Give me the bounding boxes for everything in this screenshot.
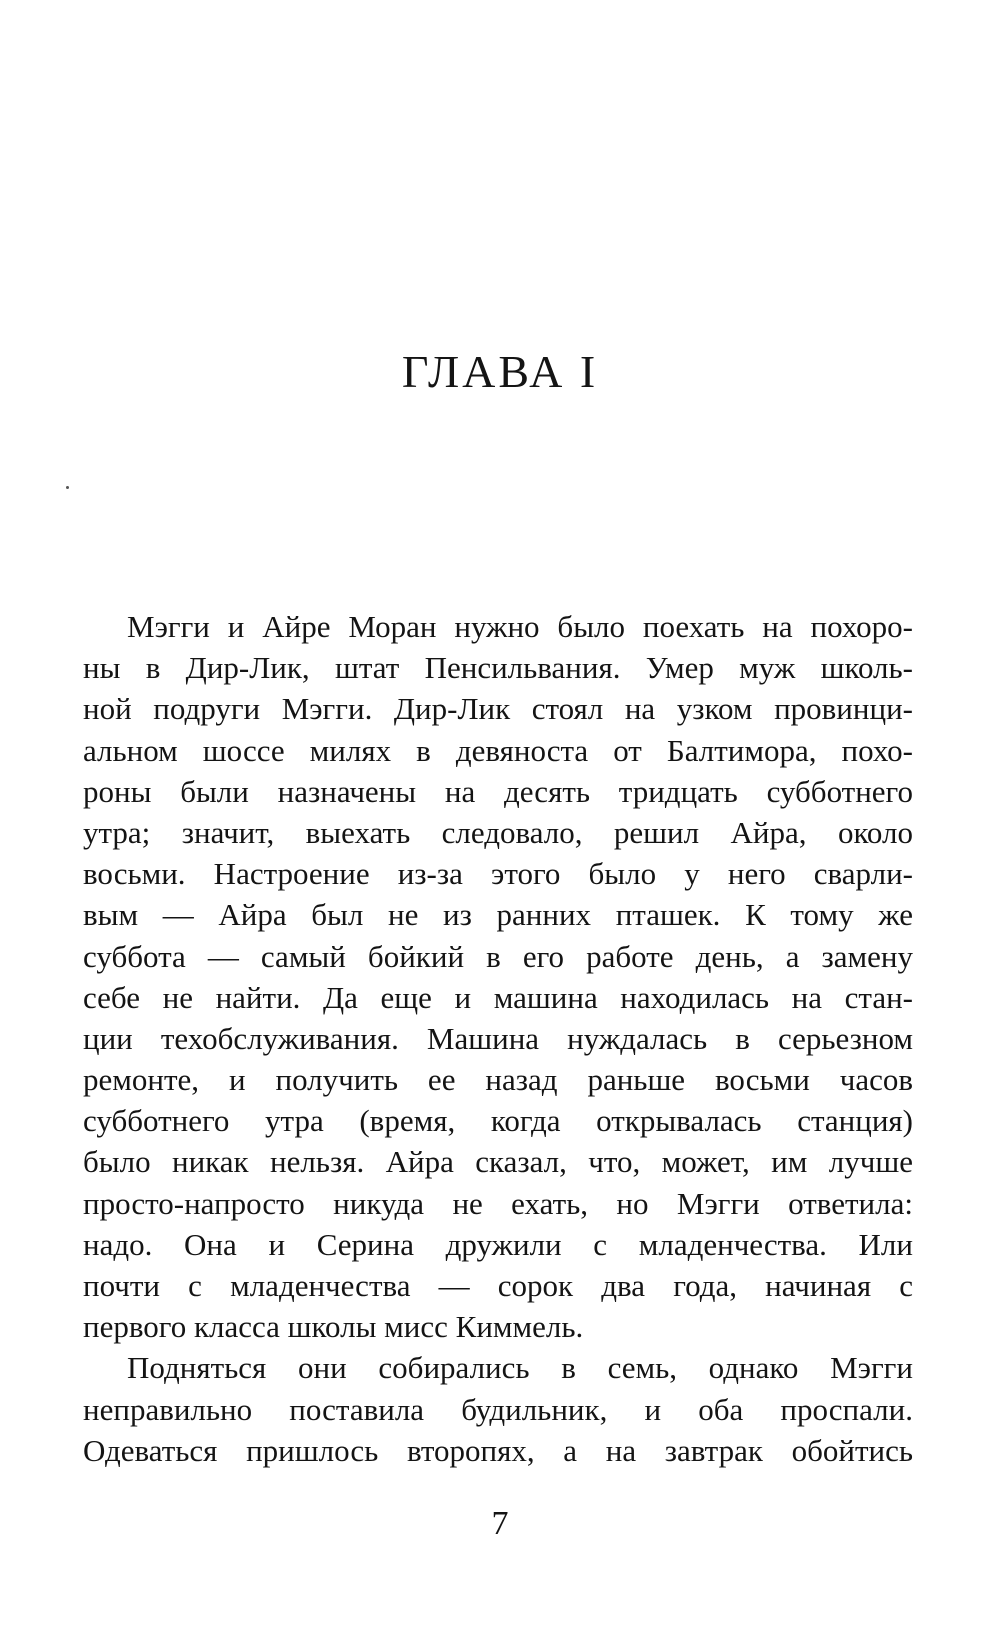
text-line: просто-напросто никуда не ехать, но Мэгги ответила: <box>83 1185 913 1221</box>
text-line: Мэгги и Айре Моран нужно было поехать на похоро- <box>127 609 913 644</box>
chapter-title: ГЛАВА I <box>401 346 599 397</box>
text-line: было никак нельзя. Айра сказал, что, может, им лучше <box>83 1144 913 1180</box>
text-line: ции техобслуживания. Машина нуждалась в серьезном <box>83 1020 913 1056</box>
text-line: надо. Она и Серина дружили с младенчества. Или <box>83 1226 913 1262</box>
text-line: Подняться они собирались в семь, однако Мэгги <box>127 1350 913 1386</box>
text-line: почти с младенчества — сорок два года, начиная с <box>83 1268 913 1303</box>
text-line: субботнего утра (время, когда открывалась станция) <box>83 1103 913 1139</box>
text-line: ной подруги Мэгги. Дир-Лик стоял на узком провинци- <box>83 691 913 727</box>
text-line: вым — Айра был не из ранних пташек. К тому же <box>83 897 913 933</box>
text-line: суббота — самый бойкий в его работе день, а замену <box>83 938 913 974</box>
print-speck <box>66 486 69 489</box>
text-line: восьми. Настроение из-за этого было у него сварли- <box>83 856 913 892</box>
text-line: первого класса школы мисс Киммель. <box>83 1309 584 1345</box>
text-line: Одеваться пришлось второпях, а на завтрак обойтись <box>83 1432 913 1468</box>
text-line: ны в Дир-Лик, штат Пенсильвания. Умер муж школь- <box>83 650 913 686</box>
text-line: ремонте, и получить ее назад раньше восьми часов <box>83 1062 913 1098</box>
text-line: себе не найти. Да еще и машина находилась на стан- <box>83 979 913 1015</box>
text-line: альном шоссе милях в девяноста от Балтимора, похо- <box>83 732 913 768</box>
text-line: роны были назначены на десять тридцать субботнего <box>83 773 913 809</box>
body-text <box>83 606 913 1471</box>
text-line: неправильно поставила будильник, и оба проспали. <box>83 1391 913 1427</box>
page-number: 7 <box>491 1505 509 1542</box>
text-line: утра; значит, выехать следовало, решил Айра, около <box>83 814 913 850</box>
